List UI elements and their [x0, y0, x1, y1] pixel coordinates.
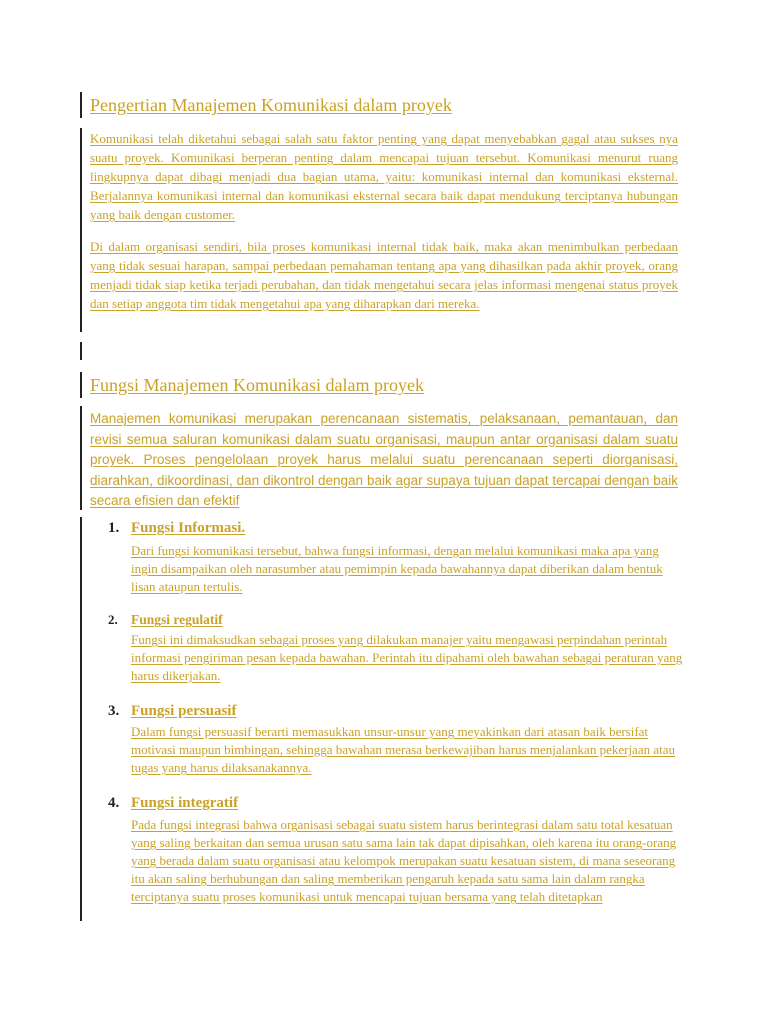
- list-item-title: Fungsi regulatif: [131, 612, 223, 627]
- section-heading: Pengertian Manajemen Komunikasi dalam proyek: [90, 95, 452, 115]
- change-bar: [80, 517, 82, 921]
- list-item-body: Pada fungsi integrasi bahwa organisasi sebagai suatu sistem harus berintegrasi dalam satu total kesatuan yang saling berkaitan dan semua urusan satu sama lain tak dapat dipisahkan, oleh karena itu orang-orang yang berada dalam suatu organisasi atau kelompok merupakan suatu kesatuan sistem, di mana seseorang itu akan saling berhubungan dan saling memberikan pengaruh kepada satu sama lain dalam rangka terciptanya suatu proses komunikasi untuk mencapai tujuan bersama yang telah ditetapkan: [131, 817, 677, 904]
- list-number: 2.: [108, 612, 118, 627]
- list-item: [108, 520, 683, 594]
- change-bar: [80, 342, 82, 360]
- change-bar: [80, 92, 82, 118]
- paragraph: Manajemen komunikasi merupakan perencanaan sistematis, pelaksanaan, pemantauan, dan revisi semua saluran komunikasi dalam suatu organisasi, maupun antar organisasi dalam suatu proyek. Proses pengelolaan proyek harus melalui suatu perencanaan seperti diorganisasi, diarahkan, dikoordinasi, dan dikontrol dengan baik agar supaya tujuan dapat tercapai dengan baik secara efisien dan efektif: [90, 411, 678, 508]
- list-item: [108, 703, 683, 775]
- section-heading: Fungsi Manajemen Komunikasi dalam proyek: [90, 375, 424, 395]
- list-number: 4.: [108, 795, 120, 811]
- list-number: 1.: [108, 520, 120, 536]
- change-bar: [80, 406, 82, 510]
- paragraph: Di dalam organisasi sendiri, bila proses komunikasi internal tidak baik, maka akan menimbulkan perbedaan yang tidak sesuai harapan, sampai perbedaan pemahaman tentang apa yang dihasilkan pada akhir proyek, orang menjadi tidak siap ketika terjadi perubahan, dan tidak mengetahui secara jelas informasi mengenai status proyek dan setiap anggota tim tidak mengetahui apa yang diharapkan dari mereka.: [90, 239, 678, 311]
- paragraph: Komunikasi telah diketahui sebagai salah satu faktor penting yang dapat menyebabkan gagal atau sukses nya suatu proyek. Komunikasi berperan penting dalam mencapai tujuan tersebut. Komunikasi menurut ruang lingkupnya dapat dibagi menjadi dua bagian utama, yaitu: komunikasi internal dan komunikasi eksternal. Berjalannya komunikasi internal dan komunikasi eksternal secara baik dapat mendukung terciptanya hubungan yang baik dengan customer.: [90, 131, 678, 222]
- list-item-body: Dalam fungsi persuasif berarti memasukkan unsur-unsur yang meyakinkan dari atasan baik bersifat motivasi maupun bimbingan, sehingga bawahan merasa berkewajiban harus menjalankan pekerjaan atau tugas yang harus dilaksanakannya.: [131, 724, 676, 775]
- list-item-body: Fungsi ini dimaksudkan sebagai proses yang dilakukan manajer yaitu mengawasi perpindahan perintah informasi pengiriman pesan kepada bawahan. Perintah itu dipahami oleh bawahan sebagai peraturan yang harus dikerjakan.: [131, 632, 683, 683]
- list-item: [108, 612, 683, 684]
- change-bar: [80, 372, 82, 398]
- list-item-title: Fungsi persuasif: [131, 703, 237, 719]
- list-number: 3.: [108, 703, 120, 719]
- list-item: [108, 795, 683, 923]
- list-item-title: Fungsi integratif: [131, 795, 239, 811]
- change-bar: [80, 128, 82, 332]
- list-item-title: Fungsi Informasi.: [131, 520, 246, 536]
- list-item-body: Dari fungsi komunikasi tersebut, bahwa fungsi informasi, dengan melalui komunikasi maka apa yang ingin disampaikan oleh narasumber atau pemimpin kepada bawahannya dapat diberikan dalam bentuk lisan ataupun tertulis.: [131, 543, 663, 594]
